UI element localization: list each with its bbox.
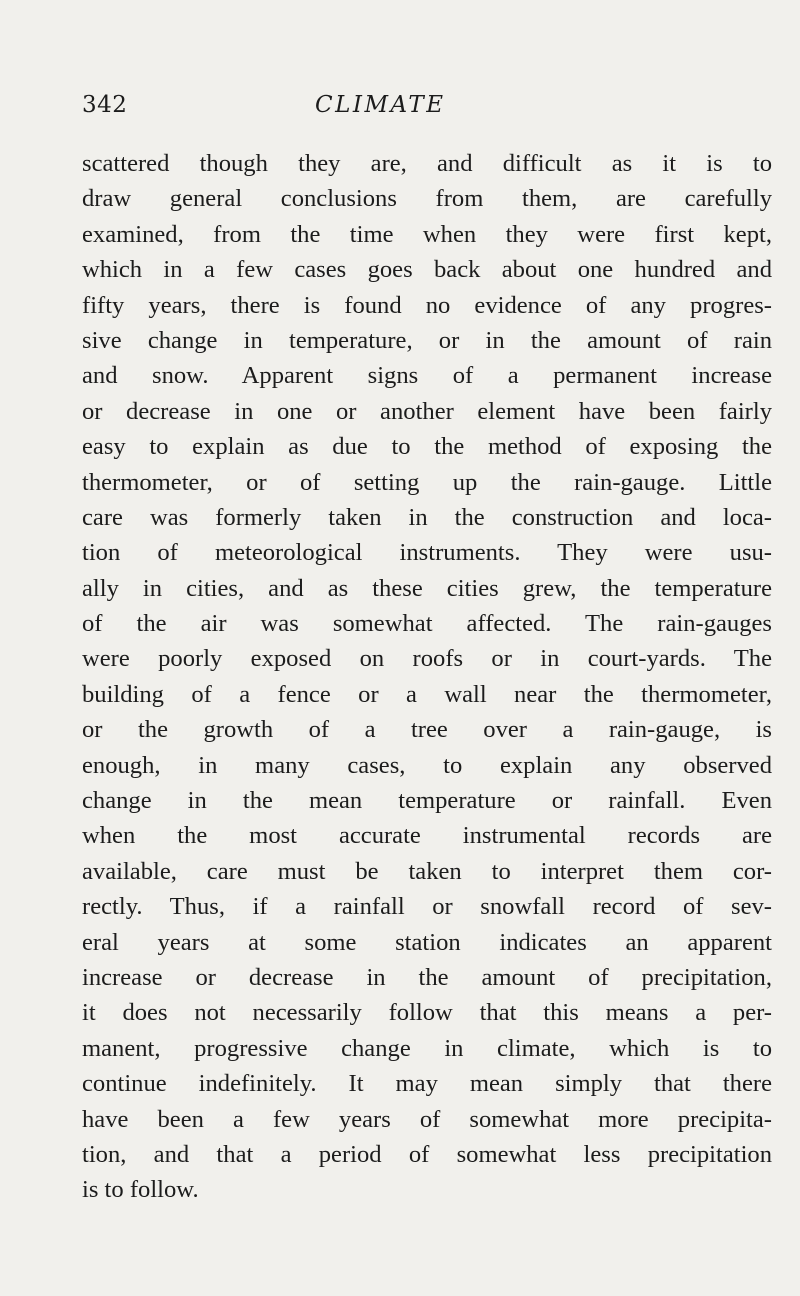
body-paragraph	[82, 146, 772, 1208]
text-line: have been a few years of somewhat more precipita-	[82, 1105, 772, 1133]
text-line: is to follow.	[82, 1176, 199, 1204]
text-line: were poorly exposed on roofs or in court-yards. The	[82, 645, 772, 673]
text-line: change in the mean temperature or rainfall. Even	[82, 787, 772, 815]
text-line: enough, in many cases, to explain any observed	[82, 751, 772, 779]
text-line: increase or decrease in the amount of precipitation,	[82, 963, 772, 991]
text-line: which in a few cases goes back about one hundred and	[82, 256, 772, 284]
text-line: available, care must be taken to interpret them cor-	[82, 857, 772, 885]
text-line: scattered though they are, and difficult as it is to	[82, 150, 772, 177]
text-line: examined, from the time when they were first kept,	[82, 220, 772, 248]
text-line: rectly. Thus, if a rainfall or snowfall record of sev-	[82, 893, 772, 921]
text-line: and snow. Apparent signs of a permanent increase	[82, 362, 772, 390]
text-line: building of a fence or a wall near the thermometer,	[82, 680, 772, 708]
text-line: manent, progressive change in climate, which is to	[82, 1034, 772, 1062]
text-line: eral years at some station indicates an apparent	[82, 928, 772, 956]
text-line: when the most accurate instrumental records are	[82, 822, 772, 850]
text-line: of the air was somewhat affected. The rain-gauges	[82, 610, 772, 638]
text-line: thermometer, or of setting up the rain-gauge. Little	[82, 468, 772, 496]
chapter-title: CLIMATE	[315, 92, 446, 118]
text-line: care was formerly taken in the construction and loca-	[82, 503, 772, 531]
text-line: or decrease in one or another element have been fairly	[82, 397, 772, 425]
text-line: ally in cities, and as these cities grew, the temperature	[82, 574, 772, 602]
running-head	[82, 92, 718, 122]
text-line: tion of meteorological instruments. They were usu-	[82, 539, 772, 567]
text-line: continue indefinitely. It may mean simply that there	[82, 1070, 772, 1098]
text-line: fifty years, there is found no evidence of any progres-	[82, 291, 772, 319]
text-line: easy to explain as due to the method of exposing the	[82, 433, 772, 461]
text-line: sive change in temperature, or in the amount of rain	[82, 326, 772, 354]
text-line: draw general conclusions from them, are carefully	[82, 185, 772, 213]
text-line: it does not necessarily follow that this means a per-	[82, 999, 772, 1027]
text-line: or the growth of a tree over a rain-gauge, is	[82, 716, 772, 744]
page-number: 342	[82, 92, 128, 118]
text-line: tion, and that a period of somewhat less precipitation	[82, 1140, 772, 1168]
